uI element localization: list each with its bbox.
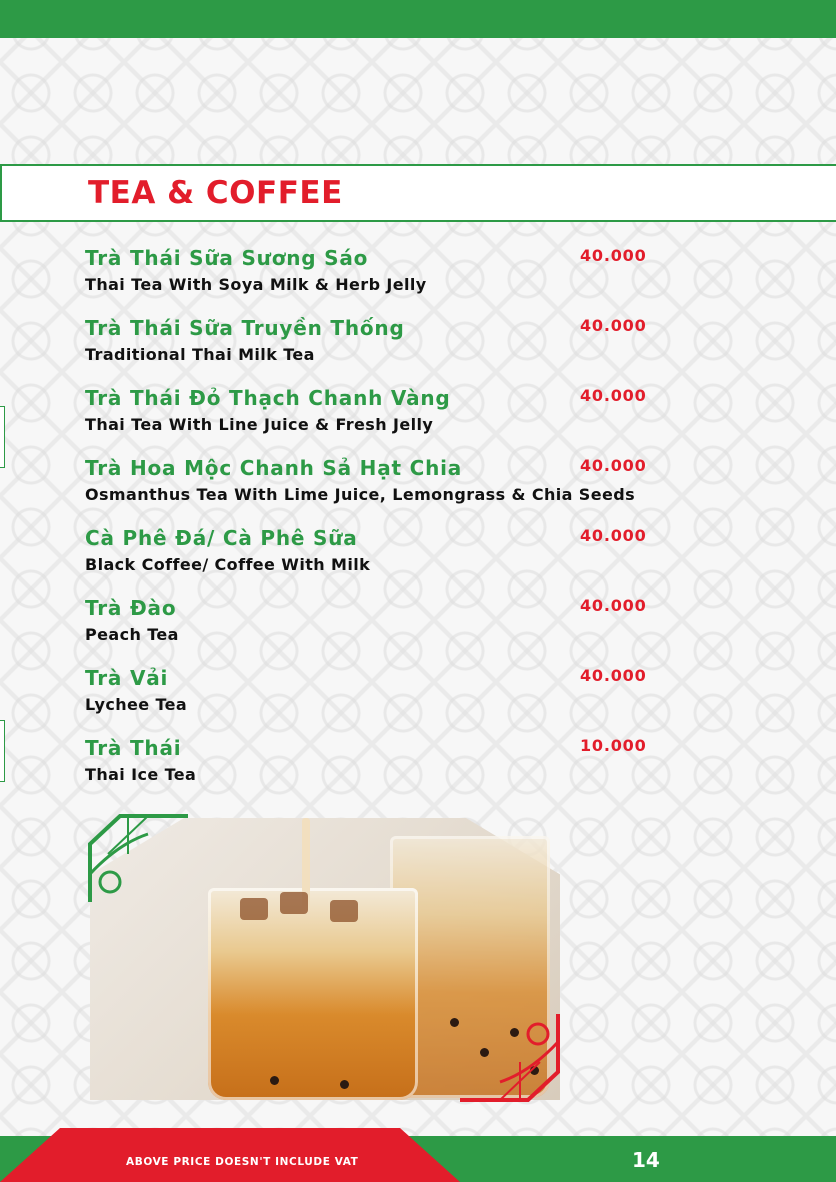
item-description: Peach Tea — [85, 625, 179, 644]
menu-item — [85, 456, 685, 516]
item-price: 40.000 — [580, 666, 647, 685]
item-description: Thai Tea With Line Juice & Fresh Jelly — [85, 415, 434, 434]
item-description: Traditional Thai Milk Tea — [85, 345, 315, 364]
ice-cube — [280, 892, 308, 914]
front-glass — [208, 888, 418, 1100]
item-price: 40.000 — [580, 526, 647, 545]
menu-item — [85, 526, 685, 586]
item-description: Osmanthus Tea With Lime Juice, Lemongrass & Chia Seeds — [85, 485, 636, 504]
item-name: Trà Thái Sữa Truyền Thống — [85, 316, 405, 340]
ice-cube — [330, 900, 358, 922]
item-price: 10.000 — [580, 736, 647, 755]
tapioca-pearl — [340, 1080, 349, 1089]
item-price: 40.000 — [580, 456, 647, 475]
item-description: Thai Tea With Soya Milk & Herb Jelly — [85, 275, 427, 294]
item-name: Cà Phê Đá/ Cà Phê Sữa — [85, 526, 358, 550]
item-description: Lychee Tea — [85, 695, 188, 714]
item-description: Black Coffee/ Coffee With Milk — [85, 555, 371, 574]
left-edge-mark — [0, 406, 5, 468]
menu-item — [85, 666, 685, 726]
item-price: 40.000 — [580, 246, 647, 265]
item-price: 40.000 — [580, 386, 647, 405]
green-corner-ornament-icon — [88, 814, 188, 904]
page-number: 14 — [632, 1148, 660, 1172]
section-title-box — [0, 164, 836, 222]
vat-banner — [0, 1128, 460, 1182]
vat-note: ABOVE PRICE DOESN'T INCLUDE VAT — [126, 1156, 359, 1168]
tapioca-pearl — [450, 1018, 459, 1027]
section-title: TEA & COFFEE — [88, 175, 343, 211]
ice-cube — [240, 898, 268, 920]
item-price: 40.000 — [580, 596, 647, 615]
item-name: Trà Đào — [85, 596, 177, 620]
menu-item — [85, 736, 685, 796]
item-name: Trà Thái Sữa Sương Sáo — [85, 246, 369, 270]
left-edge-mark — [0, 720, 5, 782]
red-corner-ornament-icon — [460, 1012, 560, 1102]
menu-item — [85, 386, 685, 446]
item-name: Trà Thái Đỏ Thạch Chanh Vàng — [85, 386, 451, 410]
item-price: 40.000 — [580, 316, 647, 335]
tapioca-pearl — [270, 1076, 279, 1085]
item-name: Trà Hoa Mộc Chanh Sả Hạt Chia — [85, 456, 463, 480]
item-name: Trà Thái — [85, 736, 182, 760]
top-green-bar — [0, 0, 836, 38]
menu-item — [85, 316, 685, 376]
menu-item — [85, 246, 685, 306]
item-description: Thai Ice Tea — [85, 765, 197, 784]
menu-item — [85, 596, 685, 656]
item-name: Trà Vải — [85, 666, 169, 690]
